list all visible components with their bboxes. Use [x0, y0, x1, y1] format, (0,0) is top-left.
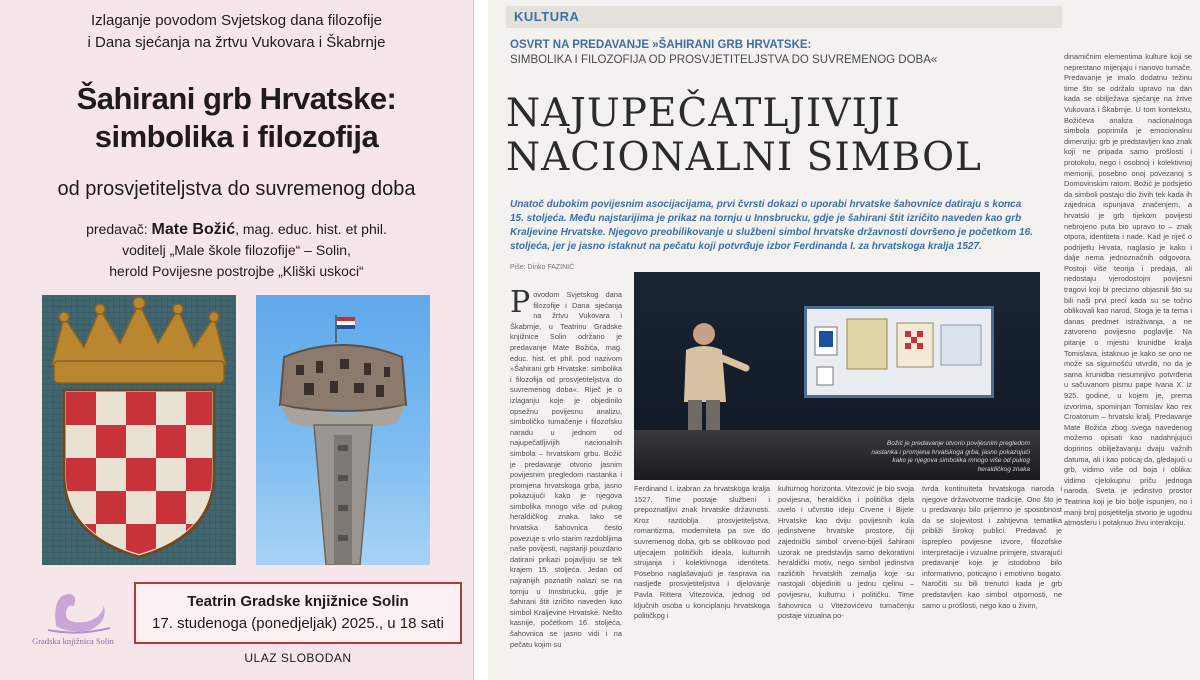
lecturer-info	[0, 219, 473, 282]
lecturer-name: Mate Božić	[151, 221, 236, 238]
article-column-3: kulturnog horizonta. Vitezović je bio svoja povijesna, heraldička i politička djela uvelo i učvrstio ideju Crvene i Bijele Hrvatske kao dviju povijesnih kula jedinstvene hrvatske prostore, čiji zajednički simbol crveno-bijeli šahirani uzorak ne predstavlja samo dekorativni heraldički motiv, nego simbol jedinstva različitih hrvatskih zemalja koje su nastojali objediniti u jednu cjelinu – povijesnu, kulturnu i političku. Time šahovnica u Vitezovićevu tumačenju postaje vizualna po-	[778, 484, 914, 621]
headline-line-2: NACIONALNI SIMBOL	[506, 135, 982, 180]
poster-intro	[0, 10, 473, 54]
lecture-photo	[634, 272, 1040, 480]
title-line-2: simbolika i filozofija	[94, 119, 379, 154]
headline-line-1: NAJUPEČATLJIVIJI	[506, 91, 901, 136]
coat-of-arms-image	[42, 295, 236, 565]
lecturer-line	[0, 219, 473, 240]
event-poster	[0, 0, 474, 680]
photo-caption: Božić je predavanje otvorio povijesnim pregledom nastanka i promjena hrvatskoga grba, jasno pokazujući kako je njegova simbolika mnogo više od pukog heraldičkog znaka	[871, 440, 1030, 473]
intro-line-1: Izlaganje povodom Svjetskog dana filozofije	[90, 12, 382, 29]
article-column-4: tvrda kontinuiteta hrvatskoga naroda i njegove državotvorne tradicije. Ono što je u predavanju bilo prijemno je sposobnost da se slojevitost i zahtjevna tematika približi širokoj publici. Predavač je isprepleo povijesne izvore, filozofske interpretacije i vizualne primjere, stvarajući predavanje koje je istodobno bilo informativno, poticajno i emotivno bogato. Naročiti su bili trenutci kada je grb predstavljen kao simbol otpornosti, ne samo u prošlosti, nego kao u živim,	[922, 484, 1062, 610]
lecturer-prefix: predavač:	[86, 221, 152, 237]
water-tower-illustration	[256, 295, 430, 565]
lecturer-role-1: voditelj „Male škole filozofije“ – Solin,	[122, 242, 351, 258]
drop-cap: P	[510, 290, 531, 320]
library-logo	[18, 588, 128, 648]
article-kicker	[510, 38, 1050, 68]
swan-logo-icon	[18, 588, 128, 634]
title-line-1: Šahirani grb Hrvatske:	[76, 81, 397, 116]
article-column-1	[510, 290, 622, 678]
article-lede: Unatoč dubokim povijesnim asocijacijama, prvi čvrsti dokazi o uporabi hrvatske šahovnice datiraju s konca 15. stoljeća. Među najstarijima je prikaz na tornju u Innsbrucku, gdje je šahirani štit izričito naveden kao grb Kraljevine Hrvatske. Njegovo preobilikovanje u službeni simbol hrvatske državnosti dovršeno je početkom 16. stoljeća, jer je jasno istaknut na pečatu koji potvrđuje izbor Ferdinanda I. za hrvatskoga kralja 1527.	[510, 199, 1033, 252]
section-tag: KULTURA	[506, 6, 1062, 28]
column-1-text: ovodom Svjetskog dana filozofije i Dana sjećanja na žrtvu Vukovara i Škabrnje, u Teatrinu Gradske knjižnice Solin održano je predavanje Mate Božića, mag. educ. hist. et phil. pod nazivom »Šahirani grb Hrvatske: simbolika i filozofija od prosvjetiteljstva do suvremenog doba«. Riječ je o izlaganju koje je objedinilo opsežnu povijesnu analizu, simboličko tumačenje i filozofsku naradu u jednom od najupečatljivijih nacionalnih simbola – hrvatskom grbu. Božić je predavanje otvorio jasnim povijesnim pregledom nastanka i promjena hrvatskoga grba, jasno pokazujući kako je njegova simbolika mnogo više od pukog heraldičkog znaka. Iako se hrvatska šahovnica često povezuje s vrlo starim razdobljima naše povijesti, najstariji pouzdano datirani prikazi pojavljuju se tek krajem 15. stoljeća. Jedan od najranijih poznatih nalazi se na tornju u Innsbrucku, gdje je šahirani štit izričito naveden kao simbol Kraljevine Hrvatske. Nešto kasnije, početkom 16. stoljeća, šahovnica se jasno vidi i na pečatu kojim su	[510, 290, 622, 649]
article-headline	[506, 92, 1046, 180]
venue-name: Teatrin Gradske knjižnice Solin	[187, 593, 409, 610]
kicker-line-2: SIMBOLIKA I FILOZOFIJA OD PROSVJETITELJSTVA DO SUVREMENOG DOBA«	[510, 54, 938, 66]
article-byline: Piše: Dinko FAZINIĆ	[510, 264, 575, 271]
water-tower-image	[256, 295, 430, 565]
venue-box	[134, 582, 462, 644]
newspaper-clipping	[488, 0, 1200, 680]
croatian-flag-icon	[336, 315, 355, 343]
poster-subtitle: od prosvjetiteljstva do suvremenog doba	[57, 178, 416, 200]
article-column-2: Ferdinand I. izabran za hrvatskoga kralja 1527. Time postaje službeni i prepoznatljivi znak hrvatske državnosti. Kroz razdoblja prosvjetiteljstva, romantizma, moderniteta pa sve do suvremenog doba, grb se oblikovao pod utjecajem političkih ideala, kulturnih strujanja i kolektivnoga identiteta. Posebno naglašavajući je rasprava na nasljeđe prosvjetiteljstva i djelovanje Pavla Rittera Vitezovića, jednog od ključnih osoba u konciplanju hrvatskoga političkog i	[634, 484, 770, 621]
intro-line-2: i Dana sjećanja na žrtvu Vukovara i Škabrnje	[87, 34, 386, 51]
library-logo-text: Gradska knjižnica Solin	[32, 636, 114, 646]
event-date: 17. studenoga (ponedjeljak) 2025., u 18 sati	[152, 615, 444, 632]
lecturer-role-2: herold Povijesne postrojbe „Kliški uskoci“	[109, 263, 364, 279]
free-entry-label: ULAZ SLOBODAN	[244, 651, 352, 665]
coat-of-arms-illustration	[42, 295, 236, 565]
kicker-line-1: OSVRT NA PREDAVANJE »ŠAHIRANI GRB HRVATSKE:	[510, 39, 812, 51]
poster-title	[0, 80, 473, 156]
lecturer-suffix: , mag. educ. hist. et phil.	[235, 221, 387, 237]
article-side-column: dinamičnim elementima kulture koji se neprestano mijenjaju i nanovo tumače. Predavanje je imalo dodatnu težinu time što se održalo upravo na dan kada se obilježava sjećanje na žrtve Vukovara i Škabrnje. U tom kontekstu, Božićeva analiza nacionalnoga simbola poprimila je emocionalnu dimenziju: grb je predstavljen kao znak koji ne pripada samo prošlosti i protokolu, nego i osobnoj i kolektivnoj memoriji, posebno onoj povezanoj s Domovinskim ratom. Božić je podsjetio da simboli postaju dio živih tek kada ih zajednica ispunjava značenjem, a hrvatski je grb tijekom povijesti nebrojeno puta bio upravo to – znak otpora, identiteta i nade. Kad je riječ o podrijetlu Hrvata, naglasio je kako i dalje nema jednoznačnih odgovora. Postoji više teorija i predaja, ali nedostaju vjerodostojni povijesni tragovi koji bi precizno objasnili što su bili naši prvi preci kada su se točno oblikovali kao narod. Stoga je ta tema i danas predmet istraživanja, a ne zatvoreno povijesno poglavlje. Na pitanje o mjestu krunidbe kralja Tomislava, istaknuo je kako se ono ne može sa sigurnošću utvrditi, no da je sama krunidba nesumnjivo potvrđena u sačuvanom pismu pape Ivana X. iz 925. godine, u kojem je, prema izvorima, spominjan Tomislav kao rex Croatorum – hrvatski kralj. Predavanje Mate Božića zbog svega navedenog možemo opisati kao nadahnjujući doprinos obilježavanju dvaju važnih datuma, ali i kao poticaj da, gledajući u grb, vidimo više od boja i oblika: vidimo cjelokupnu priču jednoga naroda. Sveta je jedinstvo prostor Teatrina koji je bio bolje ispunjen, no i manji broj posjetitelja stvorio je ugodnu atmosferu i potaknuo živu interakciju.	[1064, 52, 1192, 528]
